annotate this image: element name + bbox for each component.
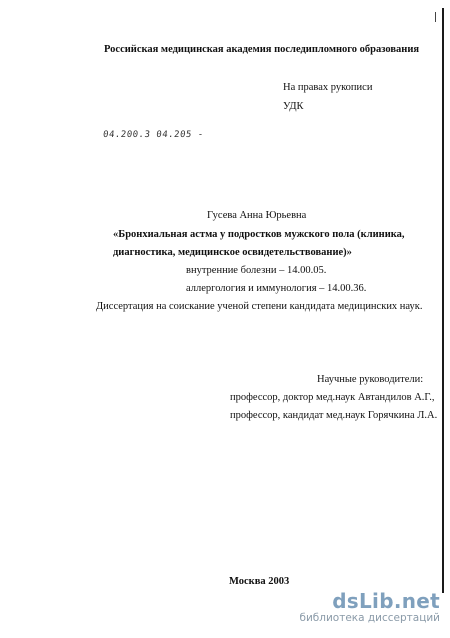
watermark-subtitle: библиотека диссертаций bbox=[299, 612, 440, 624]
supervisor-2: профессор, кандидат мед.наук Горячкина Л.А. bbox=[230, 410, 438, 421]
institution-name: Российская медицинская академия последипломного образования bbox=[104, 44, 420, 55]
watermark bbox=[299, 590, 440, 624]
page-edge-mark bbox=[435, 12, 436, 22]
city-year: Москва 2003 bbox=[229, 576, 290, 587]
udc-label: УДК bbox=[283, 101, 304, 112]
page-edge-shadow bbox=[442, 8, 444, 593]
degree-statement: Диссертация на соискание ученой степени кандидата медицинских наук. bbox=[96, 301, 423, 312]
author-name: Гусева Анна Юрьевна bbox=[207, 210, 307, 221]
specialty-2: аллергология и иммунология – 14.00.36. bbox=[186, 283, 367, 294]
dissertation-title-line2: диагностика, медицинское освидетельствование)» bbox=[113, 247, 352, 258]
specialty-1: внутренние болезни – 14.00.05. bbox=[186, 265, 327, 276]
dissertation-title-line1: «Бронхиальная астма у подростков мужского пола (клиника, bbox=[113, 229, 405, 240]
archive-stamp: 04.200.3 04.205 - bbox=[102, 130, 205, 140]
manuscript-rights: На правах рукописи bbox=[283, 82, 373, 93]
watermark-logo: dsLib.net bbox=[332, 589, 440, 613]
supervisor-1: профессор, доктор мед.наук Автандилов А.Г., bbox=[230, 392, 435, 403]
supervisors-heading: Научные руководители: bbox=[317, 374, 424, 385]
